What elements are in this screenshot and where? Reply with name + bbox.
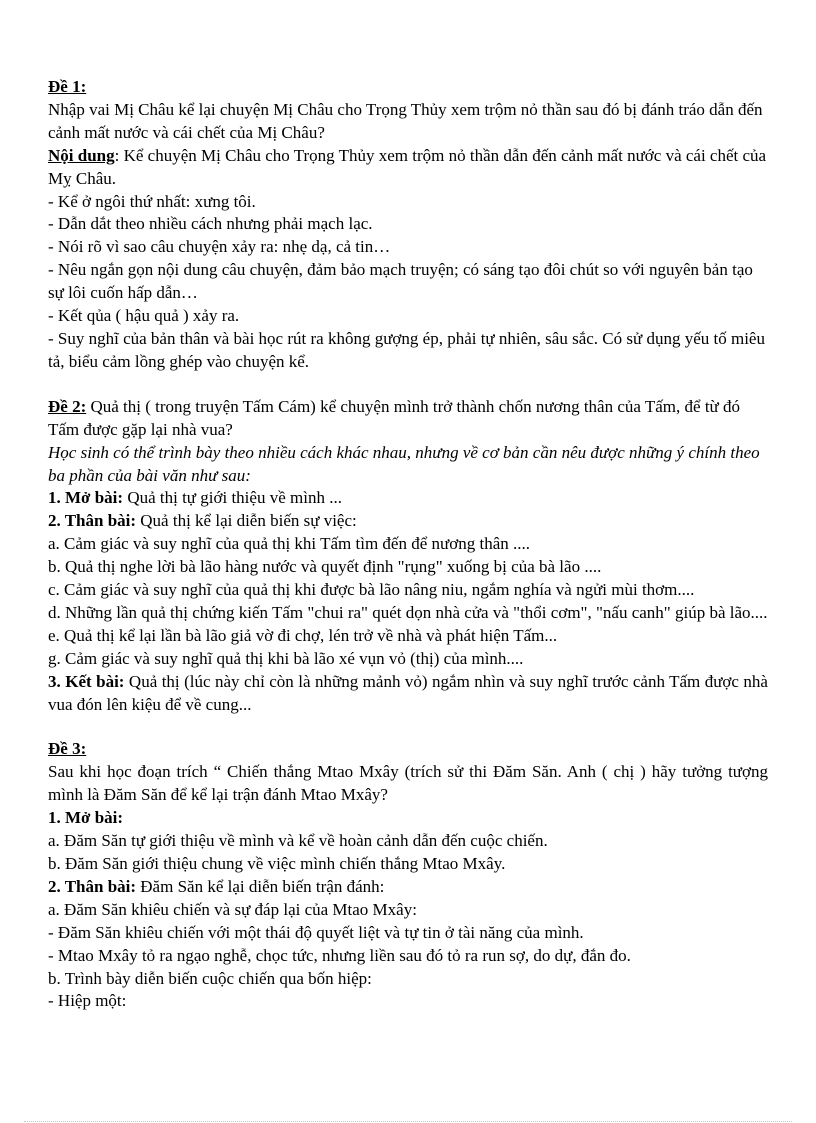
de2-ket-bai-label: 3. Kết bài:: [48, 671, 125, 691]
de3-prompt: Sau khi học đoạn trích “ Chiến thắng Mtao Mxây (trích sử thi Đăm Săn. Anh ( chị ) hãy tưởng tượng mình là Đăm Săn để kể lại trận đánh Mtao Mxây?: [48, 762, 768, 805]
document-page: [48, 76, 768, 1013]
de3-than-bai-label: 2. Thân bài:: [48, 876, 137, 896]
list-item: - Kể ở ngôi thứ nhất: xưng tôi.: [48, 191, 256, 211]
de2-ket-bai-text: Quả thị (lúc này chỉ còn là những mảnh vỏ) ngắm nhìn và suy nghĩ trước cảnh Tấm được nhà vua đón lên kiệu để về cung...: [48, 671, 768, 714]
list-item: - Hiệp một:: [48, 991, 127, 1011]
list-item: - Mtao Mxây tỏ ra ngạo nghễ, chọc tức, nhưng liền sau đó tỏ ra run sợ, do dự, đắn đo.: [48, 945, 631, 965]
section-de-3: [48, 738, 768, 1013]
list-item: b. Quả thị nghe lời bà lão hàng nước và quyết định "rụng" xuống bị của bà lão ....: [48, 557, 602, 577]
list-item: c. Cảm giác và suy nghĩ của quả thị khi được bà lão nâng niu, ngắm nghía và ngửi mùi thơm....: [48, 580, 695, 600]
de2-italic-note: Học sinh có thể trình bày theo nhiều cách khác nhau, nhưng về cơ bản cần nêu được những ý chính theo ba phần của bài văn như sau:: [48, 442, 760, 485]
de2-prompt: Quả thị ( trong truyện Tấm Cám) kể chuyện mình trở thành chốn nương thân của Tấm, để từ đó Tấm được gặp lại nhà vua?: [48, 396, 741, 439]
de2-heading: Đề 2:: [48, 396, 87, 416]
de1-prompt: Nhập vai Mị Châu kể lại chuyện Mị Châu cho Trọng Thủy xem trộm nỏ thần sau đó bị đánh tráo dẫn đến cảnh mất nước và cái chết của Mị Châu?: [48, 99, 763, 142]
section-de-2: [48, 396, 768, 717]
list-item: - Nêu ngắn gọn nội dung câu chuyện, đảm bảo mạch truyện; có sáng tạo đôi chút so với nguyên bản tạo sự lôi cuốn hấp dẫn…: [48, 260, 753, 303]
list-item: - Đăm Săn khiêu chiến với một thái độ quyết liệt và tự tin ở tài năng của mình.: [48, 922, 584, 942]
list-item: - Kết qủa ( hậu quả ) xảy ra.: [48, 306, 240, 326]
de2-than-bai-label: 2. Thân bài:: [48, 511, 137, 531]
de1-content-text: : Kể chuyện Mị Châu cho Trọng Thủy xem trộm nỏ thần dẫn đến cảnh mất nước và cái chết của Mỵ Châu.: [48, 145, 767, 188]
list-item: a. Cảm giác và suy nghĩ của quả thị khi Tấm tìm đến để nương thân ....: [48, 534, 530, 554]
de3-mo-bai-label: 1. Mở bài:: [48, 808, 124, 828]
list-item: - Nói rõ vì sao câu chuyện xảy ra: nhẹ dạ, cả tin…: [48, 237, 391, 257]
de3-than-bai-text: Đăm Săn kể lại diễn biến trận đánh:: [136, 876, 385, 896]
list-item: g. Cảm giác và suy nghĩ quả thị khi bà lão xé vụn vỏ (thị) của mình....: [48, 648, 524, 668]
de3-a-heading: a. Đăm Săn khiêu chiến và sự đáp lại của Mtao Mxây:: [48, 899, 417, 919]
list-item: e. Quả thị kể lại lần bà lão giả vờ đi chợ, lén trở về nhà và phát hiện Tấm...: [48, 625, 558, 645]
list-item: - Suy nghĩ của bản thân và bài học rút ra không gượng ép, phải tự nhiên, sâu sắc. Có sử dụng yếu tố miêu tả, biểu cảm lồng ghép vào chuyện kể.: [48, 328, 765, 371]
de2-than-bai-text: Quả thị kể lại diễn biến sự việc:: [136, 511, 357, 531]
de1-heading: Đề 1:: [48, 77, 87, 96]
list-item: a. Đăm Săn tự giới thiệu về mình và kể về hoàn cảnh dẫn đến cuộc chiến.: [48, 831, 548, 851]
list-item: d. Những lần quả thị chứng kiến Tấm "chui ra" quét dọn nhà cửa và "thổi cơm", "nấu canh" giúp bà lão....: [48, 602, 768, 622]
de3-heading: Đề 3:: [48, 739, 87, 759]
de2-mo-bai-label: 1. Mở bài:: [48, 488, 124, 508]
page-bottom-divider: [24, 1121, 792, 1122]
section-de-1: [48, 76, 768, 374]
de1-content-label: Nội dung: [48, 145, 115, 165]
list-item: - Dẫn dắt theo nhiều cách nhưng phải mạch lạc.: [48, 214, 373, 234]
de2-mo-bai-text: Quả thị tự giới thiệu về mình ...: [123, 488, 342, 508]
list-item: b. Đăm Săn giới thiệu chung về việc mình chiến thắng Mtao Mxây.: [48, 854, 506, 873]
de3-b-heading: b. Trình bày diễn biến cuộc chiến qua bốn hiệp:: [48, 968, 372, 988]
